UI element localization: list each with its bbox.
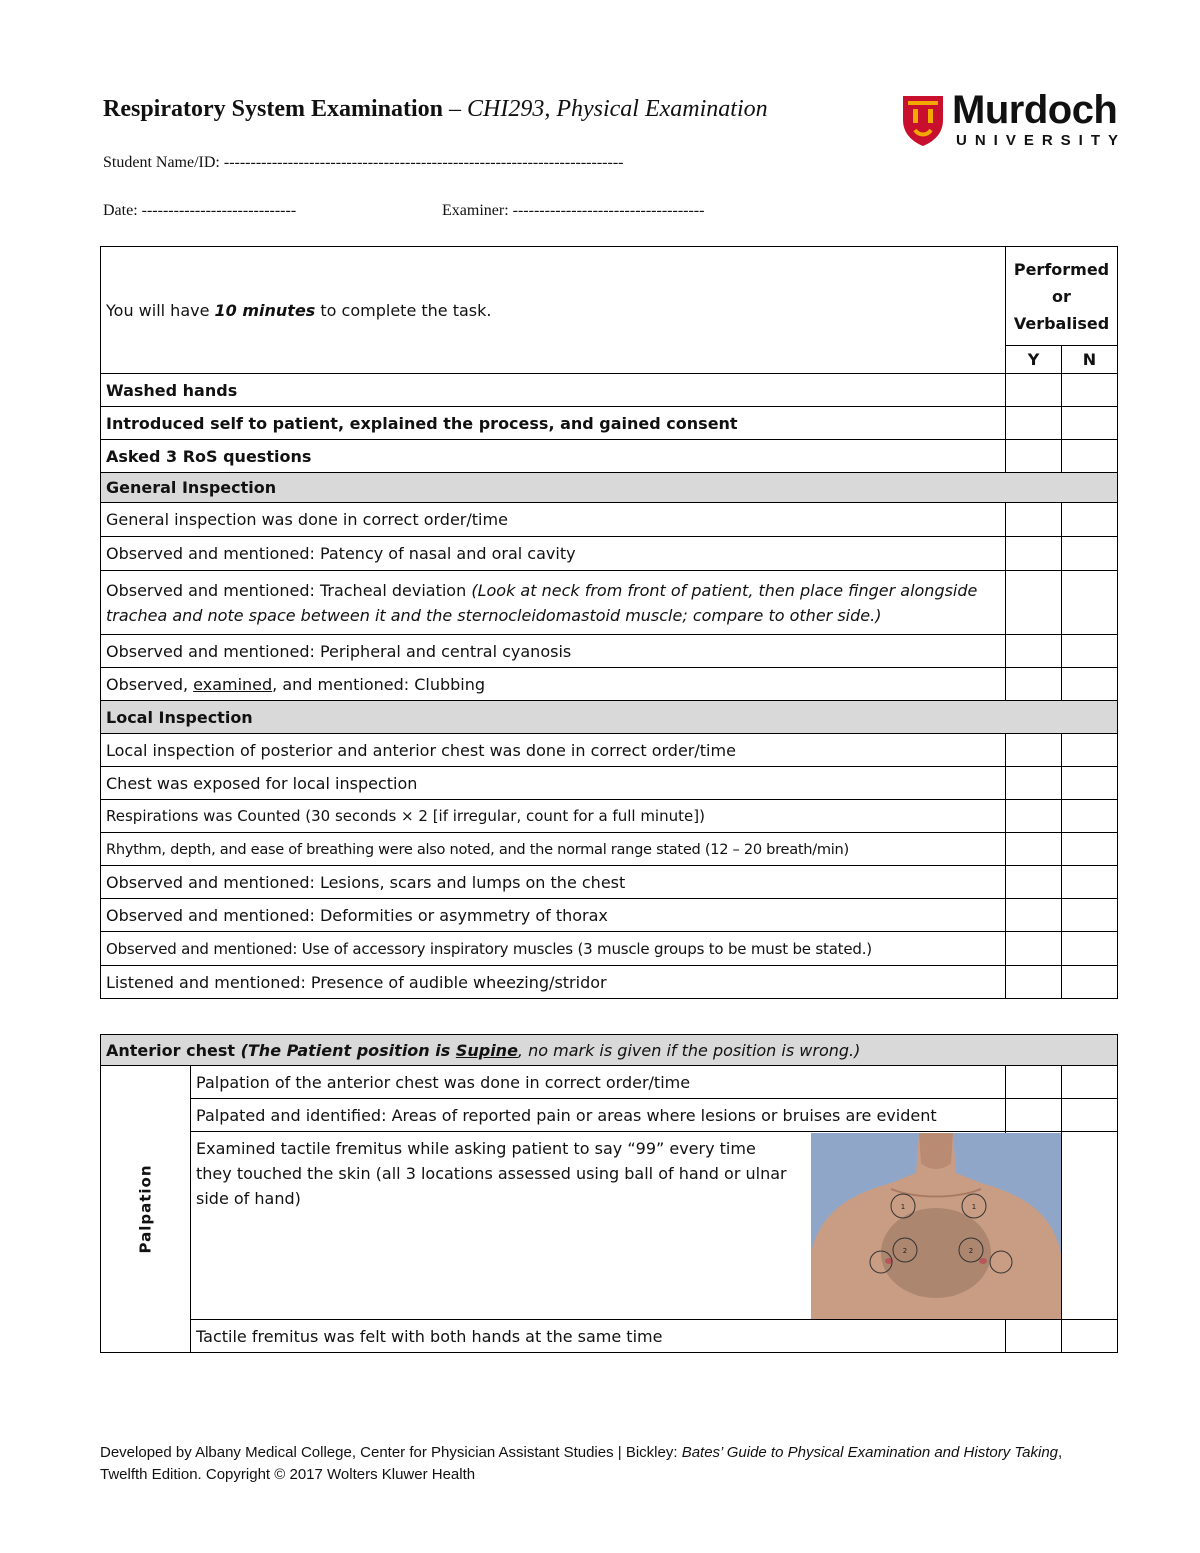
check-y[interactable] (1006, 833, 1062, 866)
check-n[interactable] (1062, 537, 1118, 571)
check-n[interactable] (1062, 899, 1118, 932)
page-title (103, 96, 768, 123)
check-n[interactable] (1062, 1132, 1118, 1320)
marker-label-1: 1 (971, 1203, 977, 1211)
check-y[interactable] (1006, 537, 1062, 571)
check-y[interactable] (1006, 734, 1062, 767)
check-y[interactable] (1006, 407, 1062, 440)
logo-wordmark: Murdoch (952, 88, 1118, 132)
check-n[interactable] (1062, 440, 1118, 473)
check-n[interactable] (1062, 800, 1118, 833)
checklist-table (100, 246, 1118, 999)
row-ros: Asked 3 RoS questions (101, 440, 1006, 473)
row-introduced: Introduced self to patient, explained the process, and gained consent (101, 407, 1006, 440)
check-y[interactable] (1006, 866, 1062, 899)
check-n[interactable] (1062, 866, 1118, 899)
check-y[interactable] (1006, 503, 1062, 537)
row-palpated-pain: Palpated and identified: Areas of reported pain or areas where lesions or bruises are evident (191, 1099, 1006, 1132)
row-clubbing: Observed, examined, and mentioned: Clubbing (101, 668, 1006, 701)
check-y[interactable] (1006, 374, 1062, 407)
check-y[interactable] (1006, 1066, 1062, 1099)
check-y[interactable] (1006, 1320, 1062, 1353)
row-accessory-muscles: Observed and mentioned: Use of accessory inspiratory muscles (3 muscle groups to be must be stated.) (101, 932, 1006, 966)
student-name-field[interactable]: Student Name/ID: --------------------------------------------------------------------------- (103, 154, 624, 171)
check-n[interactable] (1062, 1066, 1118, 1099)
check-n[interactable] (1062, 571, 1118, 635)
logo-university: UNIVERSITY (956, 132, 1127, 149)
row-chest-exposed: Chest was exposed for local inspection (101, 767, 1006, 800)
row-patency: Observed and mentioned: Patency of nasal and oral cavity (101, 537, 1006, 571)
check-y[interactable] (1006, 668, 1062, 701)
title-dash: – (442, 96, 467, 122)
check-n[interactable] (1062, 635, 1118, 668)
check-y[interactable] (1006, 767, 1062, 800)
check-n[interactable] (1062, 1320, 1118, 1353)
check-n[interactable] (1062, 503, 1118, 537)
row-cyanosis: Observed and mentioned: Peripheral and central cyanosis (101, 635, 1006, 668)
row-lesions: Observed and mentioned: Lesions, scars and lumps on the chest (101, 866, 1006, 899)
date-field[interactable]: Date: ----------------------------- (103, 202, 297, 219)
check-n[interactable] (1062, 1099, 1118, 1132)
row-wheezing: Listened and mentioned: Presence of audible wheezing/stridor (101, 966, 1006, 999)
anterior-chest-table (100, 1034, 1118, 1353)
row-general-order: General inspection was done in correct order/time (101, 503, 1006, 537)
row-local-order: Local inspection of posterior and anterior chest was done in correct order/time (101, 734, 1006, 767)
check-n[interactable] (1062, 407, 1118, 440)
check-y[interactable] (1006, 440, 1062, 473)
col-y-header: Y (1006, 346, 1062, 374)
check-n[interactable] (1062, 966, 1118, 999)
check-y[interactable] (1006, 800, 1062, 833)
footer-credit: Developed by Albany Medical College, Center for Physician Assistant Studies | Bickley: Bates’ Guide to Physical Examination and History Taking, Twelfth Edition. Copyright © 2017 Wolters Kluwer Health (100, 1444, 1063, 1483)
row-deformities: Observed and mentioned: Deformities or asymmetry of thorax (101, 899, 1006, 932)
task-intro: You will have 10 minutes to complete the task. (101, 247, 1006, 374)
row-respirations: Respirations was Counted (30 seconds × 2 [if irregular, count for a full minute]) (101, 800, 1006, 833)
check-n[interactable] (1062, 833, 1118, 866)
marker-label-1: 1 (900, 1203, 906, 1211)
crest-icon (900, 92, 946, 148)
row-tracheal-deviation: Observed and mentioned: Tracheal deviation (Look at neck from front of patient, then place finger alongside trachea and note space between it and the sternocleidomastoid muscle; compare to other side.) (101, 571, 1006, 635)
check-n[interactable] (1062, 374, 1118, 407)
performed-header: Performed or Verbalised (1006, 247, 1118, 346)
check-n[interactable] (1062, 932, 1118, 966)
section-general-inspection: General Inspection (101, 473, 1118, 503)
check-y[interactable] (1006, 635, 1062, 668)
title-main: Respiratory System Examination (103, 96, 443, 122)
check-y[interactable] (1006, 966, 1062, 999)
marker-label-2: 2 (968, 1247, 974, 1255)
tactile-fremitus-text: Examined tactile fremitus while asking patient to say “99” every time they touched the skin (all 3 locations assessed using ball of hand or ulnar side of hand) (196, 1139, 787, 1208)
marker-label-2: 2 (902, 1247, 908, 1255)
row-both-hands: Tactile fremitus was felt with both hands at the same time (191, 1320, 1006, 1353)
check-y[interactable] (1006, 899, 1062, 932)
check-n[interactable] (1062, 734, 1118, 767)
check-n[interactable] (1062, 668, 1118, 701)
section-anterior-chest: Anterior chest (The Patient position is Supine, no mark is given if the position is wrong.) (101, 1035, 1118, 1066)
title-course: CHI293, Physical Examination (466, 96, 768, 122)
check-y[interactable] (1006, 1099, 1062, 1132)
col-n-header: N (1062, 346, 1118, 374)
section-local-inspection: Local Inspection (101, 701, 1118, 734)
row-washed-hands: Washed hands (101, 374, 1006, 407)
palpation-label: Palpation (101, 1066, 191, 1353)
check-n[interactable] (1062, 767, 1118, 800)
chest-palpation-image (811, 1133, 1061, 1319)
examiner-field[interactable]: Examiner: ------------------------------------ (442, 202, 705, 219)
murdoch-logo (900, 88, 1127, 152)
check-y[interactable] (1006, 932, 1062, 966)
row-palpation-order: Palpation of the anterior chest was done in correct order/time (191, 1066, 1006, 1099)
check-y[interactable] (1006, 571, 1062, 635)
row-tactile-fremitus (191, 1132, 1006, 1320)
row-rhythm: Rhythm, depth, and ease of breathing were also noted, and the normal range stated (12 – 20 breath/min) (101, 833, 1006, 866)
